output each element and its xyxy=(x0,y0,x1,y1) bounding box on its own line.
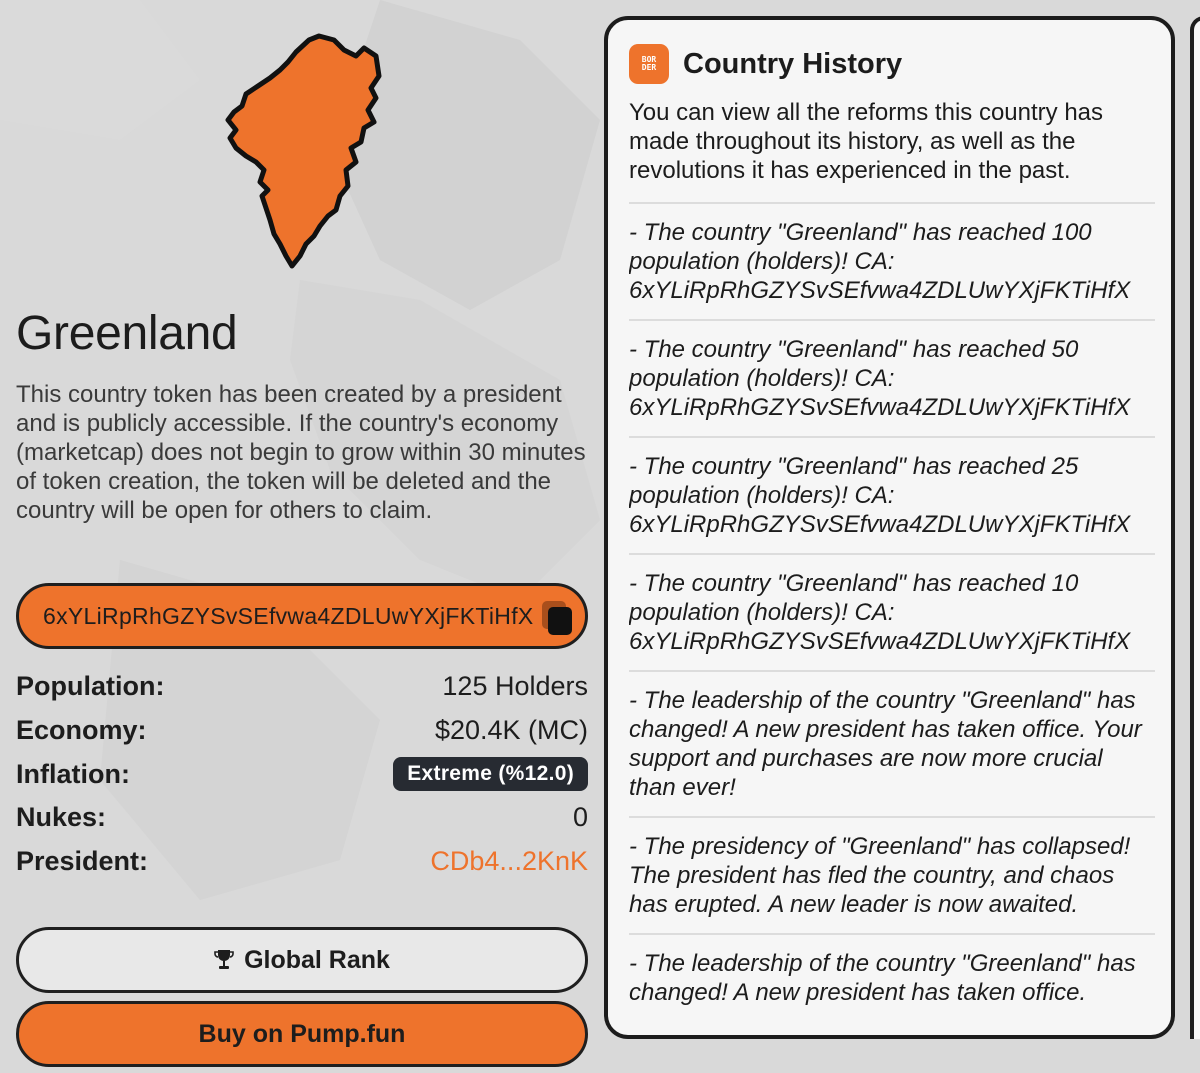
logo-text-top: BOR xyxy=(641,55,657,64)
history-item xyxy=(629,670,1155,816)
history-list[interactable] xyxy=(629,202,1155,1017)
history-item xyxy=(629,933,1155,1017)
history-item xyxy=(629,553,1155,670)
contract-address-copy-field[interactable] xyxy=(16,583,588,649)
population-label: Population: xyxy=(16,671,165,702)
history-item-ca: 6xYLiRpRhGZYSvSEfvwa4ZDLUwYXjFKTiHfX xyxy=(629,511,1131,538)
copy-icon[interactable] xyxy=(542,601,572,635)
global-rank-button[interactable] xyxy=(16,927,588,993)
inflation-label: Inflation: xyxy=(16,758,130,789)
history-item-ca: 6xYLiRpRhGZYSvSEfvwa4ZDLUwYXjFKTiHfX xyxy=(629,394,1131,421)
history-item-text: - The country "Greenland" has reached 50 population (holders)! CA: xyxy=(629,336,1079,392)
nukes-label: Nukes: xyxy=(16,802,107,833)
president-address-link[interactable]: CDb4...2KnK xyxy=(430,846,588,877)
history-item-text: - The country "Greenland" has reached 10 population (holders)! CA: xyxy=(629,570,1079,626)
buy-label: Buy on Pump.fun xyxy=(198,1019,406,1048)
stat-economy xyxy=(16,709,588,753)
history-item-ca: 6xYLiRpRhGZYSvSEfvwa4ZDLUwYXjFKTiHfX xyxy=(629,277,1131,304)
economy-label: Economy: xyxy=(16,715,147,746)
country-title: Greenland xyxy=(16,307,238,360)
panel-header xyxy=(629,44,902,84)
history-item-ca: 6xYLiRpRhGZYSvSEfvwa4ZDLUwYXjFKTiHfX xyxy=(629,628,1131,655)
president-label: President: xyxy=(16,846,149,877)
country-description: This country token has been created by a president and is publicly accessible. If the country's economy (marketcap) does not begin to grow within 30 minutes of token creation, the token will be deleted and the country will be open for others to claim. xyxy=(16,381,586,524)
trophy-icon xyxy=(214,949,234,971)
country-history-panel xyxy=(604,16,1175,1039)
panel-title: Country History xyxy=(683,47,903,80)
history-item xyxy=(629,816,1155,933)
stat-population xyxy=(16,665,588,709)
history-item-text: - The leadership of the country "Greenland" has changed! A new president has taken office. Your support and purchases are now more crucial than ever! xyxy=(629,687,1142,801)
history-item-text: - The country "Greenland" has reached 25 population (holders)! CA: xyxy=(629,453,1079,509)
nukes-value: 0 xyxy=(572,802,588,833)
history-item xyxy=(629,436,1155,553)
inflation-badge: Extreme (%12.0) xyxy=(393,757,588,791)
country-stats xyxy=(16,665,588,883)
stat-nukes xyxy=(16,796,588,840)
panel-intro: You can view all the reforms this country has made throughout its history, as well as the revolutions it has experienced in the past. xyxy=(629,99,1104,184)
history-item-text: - The leadership of the country "Greenland" has changed! A new president has taken office. xyxy=(629,950,1136,1006)
stat-president xyxy=(16,840,588,884)
greenland-map-icon xyxy=(216,30,391,275)
economy-value: $20.4K (MC) xyxy=(434,715,588,746)
stat-inflation xyxy=(16,752,588,796)
history-item-text: - The presidency of "Greenland" has collapsed! The president has fled the country, and chaos has erupted. A new leader is now awaited. xyxy=(629,833,1131,918)
history-item xyxy=(629,319,1155,436)
contract-address-text: 6xYLiRpRhGZYSvSEfvwa4ZDLUwYXjFKTiHfX xyxy=(43,602,534,629)
history-item-text: - The country "Greenland" has reached 100 population (holders)! CA: xyxy=(629,219,1092,275)
history-item xyxy=(629,202,1155,319)
next-panel-edge xyxy=(1190,16,1200,1039)
buy-on-pumpfun-button[interactable] xyxy=(16,1001,588,1067)
global-rank-label: Global Rank xyxy=(244,945,390,974)
population-value: 125 Holders xyxy=(442,671,588,702)
logo-text-bottom: DER xyxy=(641,63,657,72)
border-logo-icon xyxy=(629,44,669,84)
